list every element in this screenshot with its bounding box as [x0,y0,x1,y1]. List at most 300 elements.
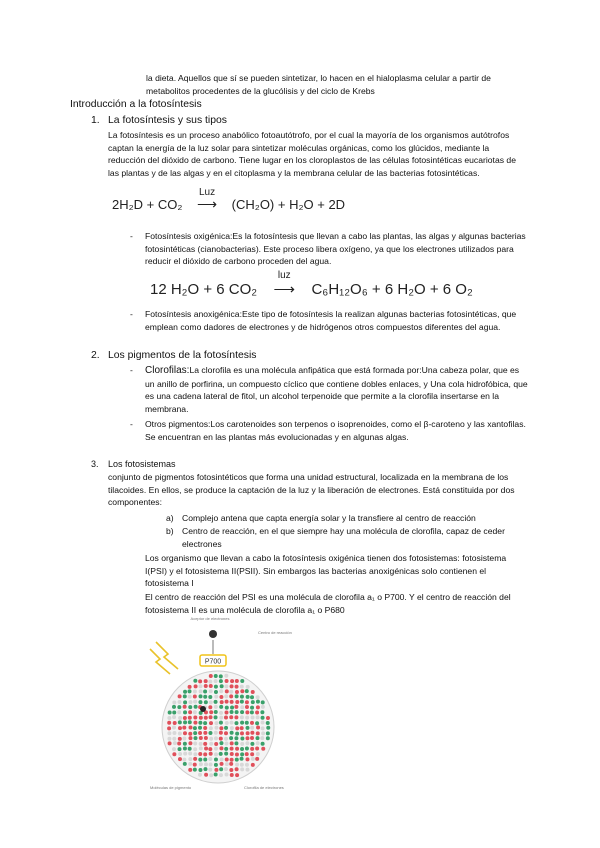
pigment-dot [219,746,223,750]
pigment-dot [261,731,265,735]
pigment-dot [251,757,255,761]
pigment-dot [219,767,223,771]
pigment-dot [177,742,181,746]
pigment-dot [256,752,260,756]
pigment-dot [224,694,228,698]
pigment-dot [209,674,213,678]
pigment-dot [245,726,249,730]
pigment-dot [235,767,239,771]
pigment-dot [229,694,233,698]
item-a-marker: a) [166,513,174,523]
pigment-dot [225,773,229,777]
pigment-dot [235,747,239,751]
pigment-dot [230,758,234,762]
pigment-dot [214,731,218,735]
clorofilas-text: La clorofila es una molécula anfipática que está formada por:Una cabeza polar, que es un anillo de porfirina, un compuesto cíclico que contiene dobles enlaces, y Una cola hidrofóbica, que es una cadena lateral de fitol, un alcohol terpenoide que permite a la clorofila insertarse en la membrana. [145,365,528,414]
pigment-dot [245,721,249,725]
pigment-dot [188,695,192,699]
pigment-dot [240,767,244,771]
photosystem-diagram [148,614,292,799]
pigment-dot [173,741,177,745]
pigment-dot [172,737,176,741]
pigment-dot [188,747,192,751]
pigment-dot [209,721,213,725]
pigment-dot [245,741,249,745]
pigment-dot [224,726,228,730]
pigment-dot [208,747,212,751]
pigment-dot [204,762,208,766]
pigment-dot [193,747,197,751]
s2-title: Los pigmentos de la fotosíntesis [108,350,257,361]
pigment-dot [245,757,249,761]
eq1-arrow: Luz ⟶ [186,196,228,213]
pigment-dot [214,768,218,772]
pigment-dot [245,736,249,740]
pigment-dot [230,731,234,735]
pigment-dot [209,684,213,688]
pigment-dot [245,689,249,693]
pigment-dot [177,705,181,709]
pigment-dot [230,684,234,688]
pigment-dot [214,758,218,762]
pigment-dot [250,736,254,740]
pigment-dot [178,757,182,761]
pigment-dot [234,721,238,725]
pigment-dot [219,695,223,699]
s3-paragraph-2: Los organismo que llevan a cabo la fotosíntesis oxigénica tienen dos fotosistemas: fotosistema I(PSI) y el fotosistema II(PSII). Sin embargos las bacterias anoxigénicas solo contienen el fotosistema I [145,553,507,589]
pigment-dot [235,773,239,777]
light-rays-icon [150,642,178,674]
pigment-dot [193,689,197,693]
pigment-dot [224,747,228,751]
pigment-dot [235,752,239,756]
pigment-dot [230,752,234,756]
pigment-dot [219,741,223,745]
s3-title: Los fotosistemas [108,459,176,469]
pigment-dot [251,763,255,767]
pigment-dot [199,716,203,720]
pigment-dot [245,716,249,720]
pigment-dot [234,741,238,745]
pigment-dot [240,689,244,693]
pigment-dot [188,762,192,766]
pigment-dot [198,679,202,683]
pigment-dot [178,726,182,730]
pigment-dot [208,680,212,684]
pigment-dot [261,726,265,730]
pigment-dot [230,747,234,751]
pigment-dot [188,685,192,689]
pigment-dot [246,768,250,772]
pigment-dot [209,773,213,777]
pigment-dot [256,700,260,704]
pigment-dot [183,710,187,714]
pigment-dot [203,689,207,693]
pigment-dot [198,726,202,730]
pigment-dot [194,705,198,709]
pigment-dot [204,773,208,777]
bullet-dash-3: - [130,365,133,375]
pigment-dot [225,721,229,725]
pigment-dot [229,762,233,766]
pigment-dot [198,752,202,756]
pigment-dot [188,757,192,761]
label-top: Aceptor de electrones [190,616,230,621]
eq1-left: 2H₂D + CO₂ [112,197,183,212]
pigment-dot [214,721,218,725]
pigment-dot [240,700,244,704]
pigment-dot [193,694,197,698]
pigment-dot [199,736,203,740]
item-a-text: Complejo antena que capta energía solar y la transfiere al centro de reacción [182,513,476,523]
pigment-dot [225,710,229,714]
pigment-dot [219,711,223,715]
pigment-dot [188,726,192,730]
pigment-dot [172,731,176,735]
pigment-dot [225,689,229,693]
pigment-dot [219,731,223,735]
pigment-dot [183,747,187,751]
pigment-dot [224,741,228,745]
pigment-dot [209,752,213,756]
pigment-dot [251,700,255,704]
pigment-dot [235,690,239,694]
pigment-dot [168,711,172,715]
bullet-dash-2: - [130,309,133,319]
pigment-dot [250,747,254,751]
pigment-dot [172,715,176,719]
pigment-dot [214,726,218,730]
pigment-dot [209,742,213,746]
pigment-dot [168,741,172,745]
pigment-dot [245,752,249,756]
pigment-dot [230,710,234,714]
pigment-dot [240,731,244,735]
pigment-dot [188,705,192,709]
pigment-dot [230,721,234,725]
pigment-dot [256,726,260,730]
pigment-dot [188,736,192,740]
pigment-dot [198,758,202,762]
pigment-dot [219,773,223,777]
pigment-dot [167,726,171,730]
pigment-dot [167,721,171,725]
pigment-dot [178,694,182,698]
pigment-dot [240,763,244,767]
bullet-dash-1: - [130,231,133,241]
pigment-dot [214,736,218,740]
pigment-dot [240,715,244,719]
pigment-dot [214,710,218,714]
pigment-dot [250,752,254,756]
pigment-dot [173,721,177,725]
pigment-dot [214,715,218,719]
eq2-arrow: luz ⟶ [261,280,307,298]
pigment-dot [224,731,228,735]
pigment-dot [203,757,207,761]
pigment-dot [172,726,176,730]
pigment-dot [260,710,264,714]
pigment-dot [208,705,212,709]
pigment-dot [214,674,218,678]
eq1-right: (CH₂O) + H₂O + 2D [231,197,346,212]
pigment-dot [182,726,186,730]
pigment-dot [178,716,182,720]
pigment-dot [188,732,192,736]
pigment-dot [214,685,218,689]
label-bottom-left: Moléculas de pigmento [150,785,192,790]
pigment-dot [229,736,233,740]
pigment-dot [230,741,234,745]
pigment-dot [250,706,254,710]
pigment-dot [256,715,260,719]
p700-label: P700 [204,658,222,666]
label-center: Centro de reacción [258,630,292,635]
pigment-dot [245,700,249,704]
pigment-dot [188,689,192,693]
pigment-dot [234,705,238,709]
pigment-dot [240,752,244,756]
pigment-dot [261,716,265,720]
pigment-dot [193,736,197,740]
pigment-dot [193,721,197,725]
bullet-anoxigenica: Fotosíntesis anoxigénica:Este tipo de fotosíntesis la realizan algunas bacterias fotosintéticas, que emplean como dadores de electrones y de hidrógenos otros compuestos diferentes del agua. [145,309,517,332]
pigment-dot [240,736,244,740]
pigment-dot [172,705,176,709]
pigment-dot [250,710,254,714]
pigment-dot [183,700,187,704]
label-bottom-right: Clorofila de electrones [244,785,284,790]
pigment-dot [204,716,208,720]
equation-2 [150,270,473,298]
pigment-dot [261,700,265,704]
pigment-dot [188,700,192,704]
pigment-dot [235,679,239,683]
pigment-dot [208,757,212,761]
pigment-dot [188,752,192,756]
pigment-dot [178,737,182,741]
pigment-dot [245,705,249,709]
pigment-dot [198,773,202,777]
s1-number: 1. [91,115,100,126]
pigment-dot [219,752,223,756]
pigment-dot [224,715,228,719]
pigment-dot [246,731,250,735]
pigment-dot [167,716,171,720]
pigment-dot [240,710,244,714]
pigment-dot [182,758,186,762]
pigment-dot [193,710,197,714]
pigment-dot [204,700,208,704]
equation-1 [112,187,346,213]
pigment-dot [246,695,250,699]
pigment-dot [230,700,234,704]
pigment-dot [203,742,207,746]
pigment-dot [266,721,270,725]
pigment-dot [256,741,260,745]
pigment-dot [251,690,255,694]
bullet-dash-4: - [130,419,133,429]
pigment-dot [183,716,187,720]
pigment-dot [203,721,207,725]
pigment-dot [204,679,208,683]
pigment-dot [203,752,207,756]
pigment-dot [250,731,254,735]
pigment-dot [204,684,208,688]
pigment-dot [183,690,187,694]
pigment-dot [183,742,187,746]
pigment-dot [167,737,171,741]
pigment-dot [240,726,244,730]
pigment-dot [260,736,264,740]
pigment-dot [261,705,265,709]
pigment-dot [224,737,228,741]
pigment-dot [209,726,213,730]
pigment-dot [167,731,171,735]
pigment-dot [214,700,218,704]
pigment-dot [255,736,259,740]
pigment-dot [240,742,244,746]
pigment-dot [255,747,259,751]
pigment-dot [193,700,197,704]
pigment-dot [229,768,233,772]
pigment-dot [219,721,223,725]
pigment-dot [250,726,254,730]
pigment-dot [224,752,228,756]
pigment-dot [198,700,202,704]
pigment-dot [178,732,182,736]
pigment-dot [204,736,208,740]
pigment-dot [208,768,212,772]
pigment-dot [219,679,223,683]
pigment-dot [261,742,265,746]
pigment-dot [193,763,197,767]
pigment-dot [193,731,197,735]
pigment-dot [208,695,212,699]
pigment-dot [230,773,234,777]
pigment-dot [240,679,244,683]
pigment-dot [225,757,229,761]
pigment-dot [250,742,254,746]
pigment-dot [229,715,233,719]
pigment-dot [188,720,192,724]
pigment-dot [193,679,197,683]
pigment-dot [178,752,182,756]
pigment-dot [234,715,238,719]
pigment-dot [172,700,176,704]
pigment-dot [188,716,192,720]
pigment-dot [256,695,260,699]
pigment-dot [261,721,265,725]
clorofilas-paragraph [145,364,530,415]
pigment-dot [214,752,218,756]
pigment-dot [203,767,207,771]
pigment-dot [183,762,187,766]
pigment-dot [172,747,176,751]
pigment-dot [209,715,213,719]
pigment-dot [209,737,213,741]
pigment-dot [235,710,239,714]
pigment-dot [182,737,186,741]
pigment-dot [234,736,238,740]
pigment-dot [193,752,197,756]
pigment-dot [178,700,182,704]
pigment-dot [177,710,181,714]
pigment-dot [203,731,207,735]
pigment-dot [214,742,218,746]
pigment-dot [214,747,218,751]
pigment-dot [183,731,187,735]
pigment-dot [214,695,218,699]
pigment-dot [255,721,259,725]
pigment-dot [219,705,223,709]
pigment-dot [224,684,228,688]
pigment-dot [183,694,187,698]
pigment-dot [220,684,224,688]
pigment-dot [214,773,218,777]
pigment-dot [219,689,223,693]
pigment-dot [255,757,259,761]
s2-number: 2. [91,350,100,361]
pigment-dot [235,700,239,704]
pigment-dot [209,710,213,714]
pigment-dot [172,710,176,714]
pigment-dot [209,689,213,693]
pigment-dot [183,720,187,724]
pigment-dot [261,747,265,751]
pigment-dot [224,767,228,771]
pigment-dot [235,763,239,767]
pigment-dot [230,679,234,683]
pigment-dot [240,705,244,709]
pigment-dot [225,762,229,766]
pigment-dot [245,763,249,767]
pigment-dot [235,685,239,689]
pigment-dot [251,715,255,719]
pigment-dot [194,684,198,688]
pigment-dot [199,694,203,698]
pigment-dot [256,731,260,735]
pigment-dot [225,679,229,683]
pigment-dot [230,726,234,730]
photosystem-figure [148,614,292,799]
top-paragraph: la dieta. Aquellos que sí se pueden sintetizar, lo hacen en el hialoplasma celular a partir de metabolitos procedentes de la glucólisis y del ciclo de Krebs [146,73,491,96]
s3-paragraph: conjunto de pigmentos fotosintéticos que forma una unidad estructural, localizada en la membrana de los tilacoides. En ellos, se produce la captación de la luz y la liberación de electrones. Está constituida por dos componentes: [108,472,515,508]
pigment-dot [219,674,223,678]
pigment-dot [193,742,197,746]
pigment-dot [235,694,239,698]
pigment-dot [188,741,192,745]
section-title: Introducción a la fotosíntesis [70,99,202,110]
pigment-dot [220,700,224,704]
pigment-dot [255,711,259,715]
pigment-dot [214,679,218,683]
pigment-dot [209,762,213,766]
pigment-dot [246,685,250,689]
item-b-marker: b) [166,526,174,536]
pigment-dot [199,742,203,746]
center-molecule [200,706,206,712]
pigment-dot [230,706,234,710]
pigment-dot [199,762,203,766]
pigment-dot [266,726,270,730]
otros-pigmentos: Otros pigmentos:Los carotenoides son terpenos o isoprenoides, como el β-caroteno y las xantofilas. Se encuentran en las plantas más evolucionadas y en algunas algas. [145,419,526,442]
pigment-dot [214,690,218,694]
pigment-dot [240,685,244,689]
pigment-dot [220,762,224,766]
pigment-dot [198,721,202,725]
pigment-dot [266,716,270,720]
